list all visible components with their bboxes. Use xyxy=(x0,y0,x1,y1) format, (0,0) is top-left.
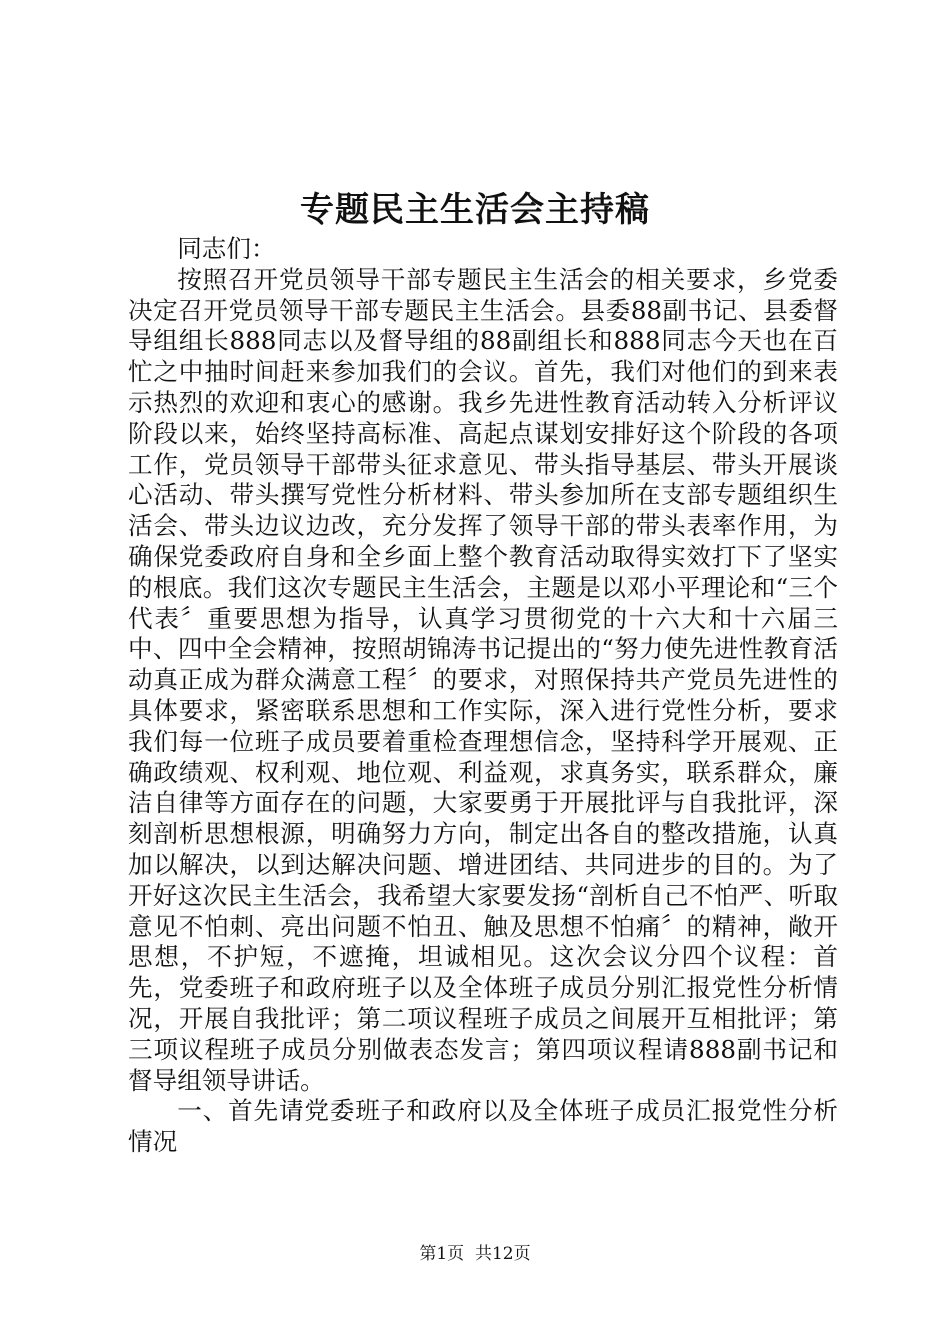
document-body xyxy=(128,234,838,1158)
page-footer xyxy=(0,1242,950,1266)
body-paragraph: 按照召开党员领导干部专题民主生活会的相关要求，乡党委决定召开党员领导干部专题民主生活会。县委88副书记、县委督导组组长888同志以及督导组的88副组长和888同志今天也在百忙之中抽时间赶来参加我们的会议。首先，我们对他们的到来表示热烈的欢迎和衷心的感谢。我乡先进性教育活动转入分析评议阶段以来，始终坚持高标准、高起点谋划安排好这个阶段的各项工作，党员领导干部带头征求意见、带头指导基层、带头开展谈心活动、带头撰写党性分析材料、带头参加所在支部专题组织生活会、带头边议边改，充分发挥了领导干部的带头表率作用，为确保党委政府自身和全乡面上整个教育活动取得实效打下了坚实的根底。我们这次专题民主生活会，主题是以邓小平理论和“三个代表〞重要思想为指导，认真学习贯彻党的十六大和十六届三中、四中全会精神，按照胡锦涛书记提出的“努力使先进性教育活动真正成为群众满意工程〞的要求，对照保持共产党员先进性的具体要求，紧密联系思想和工作实际，深入进行党性分析，要求我们每一位班子成员要着重检查理想信念，坚持科学开展观、正确政绩观、权利观、地位观、利益观，求真务实，联系群众，廉洁自律等方面存在的问题，大家要勇于开展批评与自我批评，深刻剖析思想根源，明确努力方向，制定出各自的整改措施，认真加以解决，以到达解决问题、增进团结、共同进步的目的。为了开好这次民主生活会，我希望大家要发扬“剖析自己不怕严、听取意见不怕刺、亮出问题不怕丑、触及思想不怕痛〞的精神，敞开思想，不护短，不遮掩，坦诚相见。这次会议分四个议程：首先，党委班子和政府班子以及全体班子成员分别汇报党性分析情况，开展自我批评；第二项议程班子成员之间展开互相批评；第三项议程班子成员分别做表态发言；第四项议程请888副书记和督导组领导讲话。 xyxy=(128,264,838,1095)
salutation: 同志们： xyxy=(177,234,276,263)
page-number: 第1页 共12页 xyxy=(419,1244,531,1264)
document-title: 专题民主生活会主持稿 xyxy=(300,190,650,230)
body-paragraph: 一、首先请党委班子和政府以及全体班子成员汇报党性分析情况 xyxy=(128,1096,838,1157)
